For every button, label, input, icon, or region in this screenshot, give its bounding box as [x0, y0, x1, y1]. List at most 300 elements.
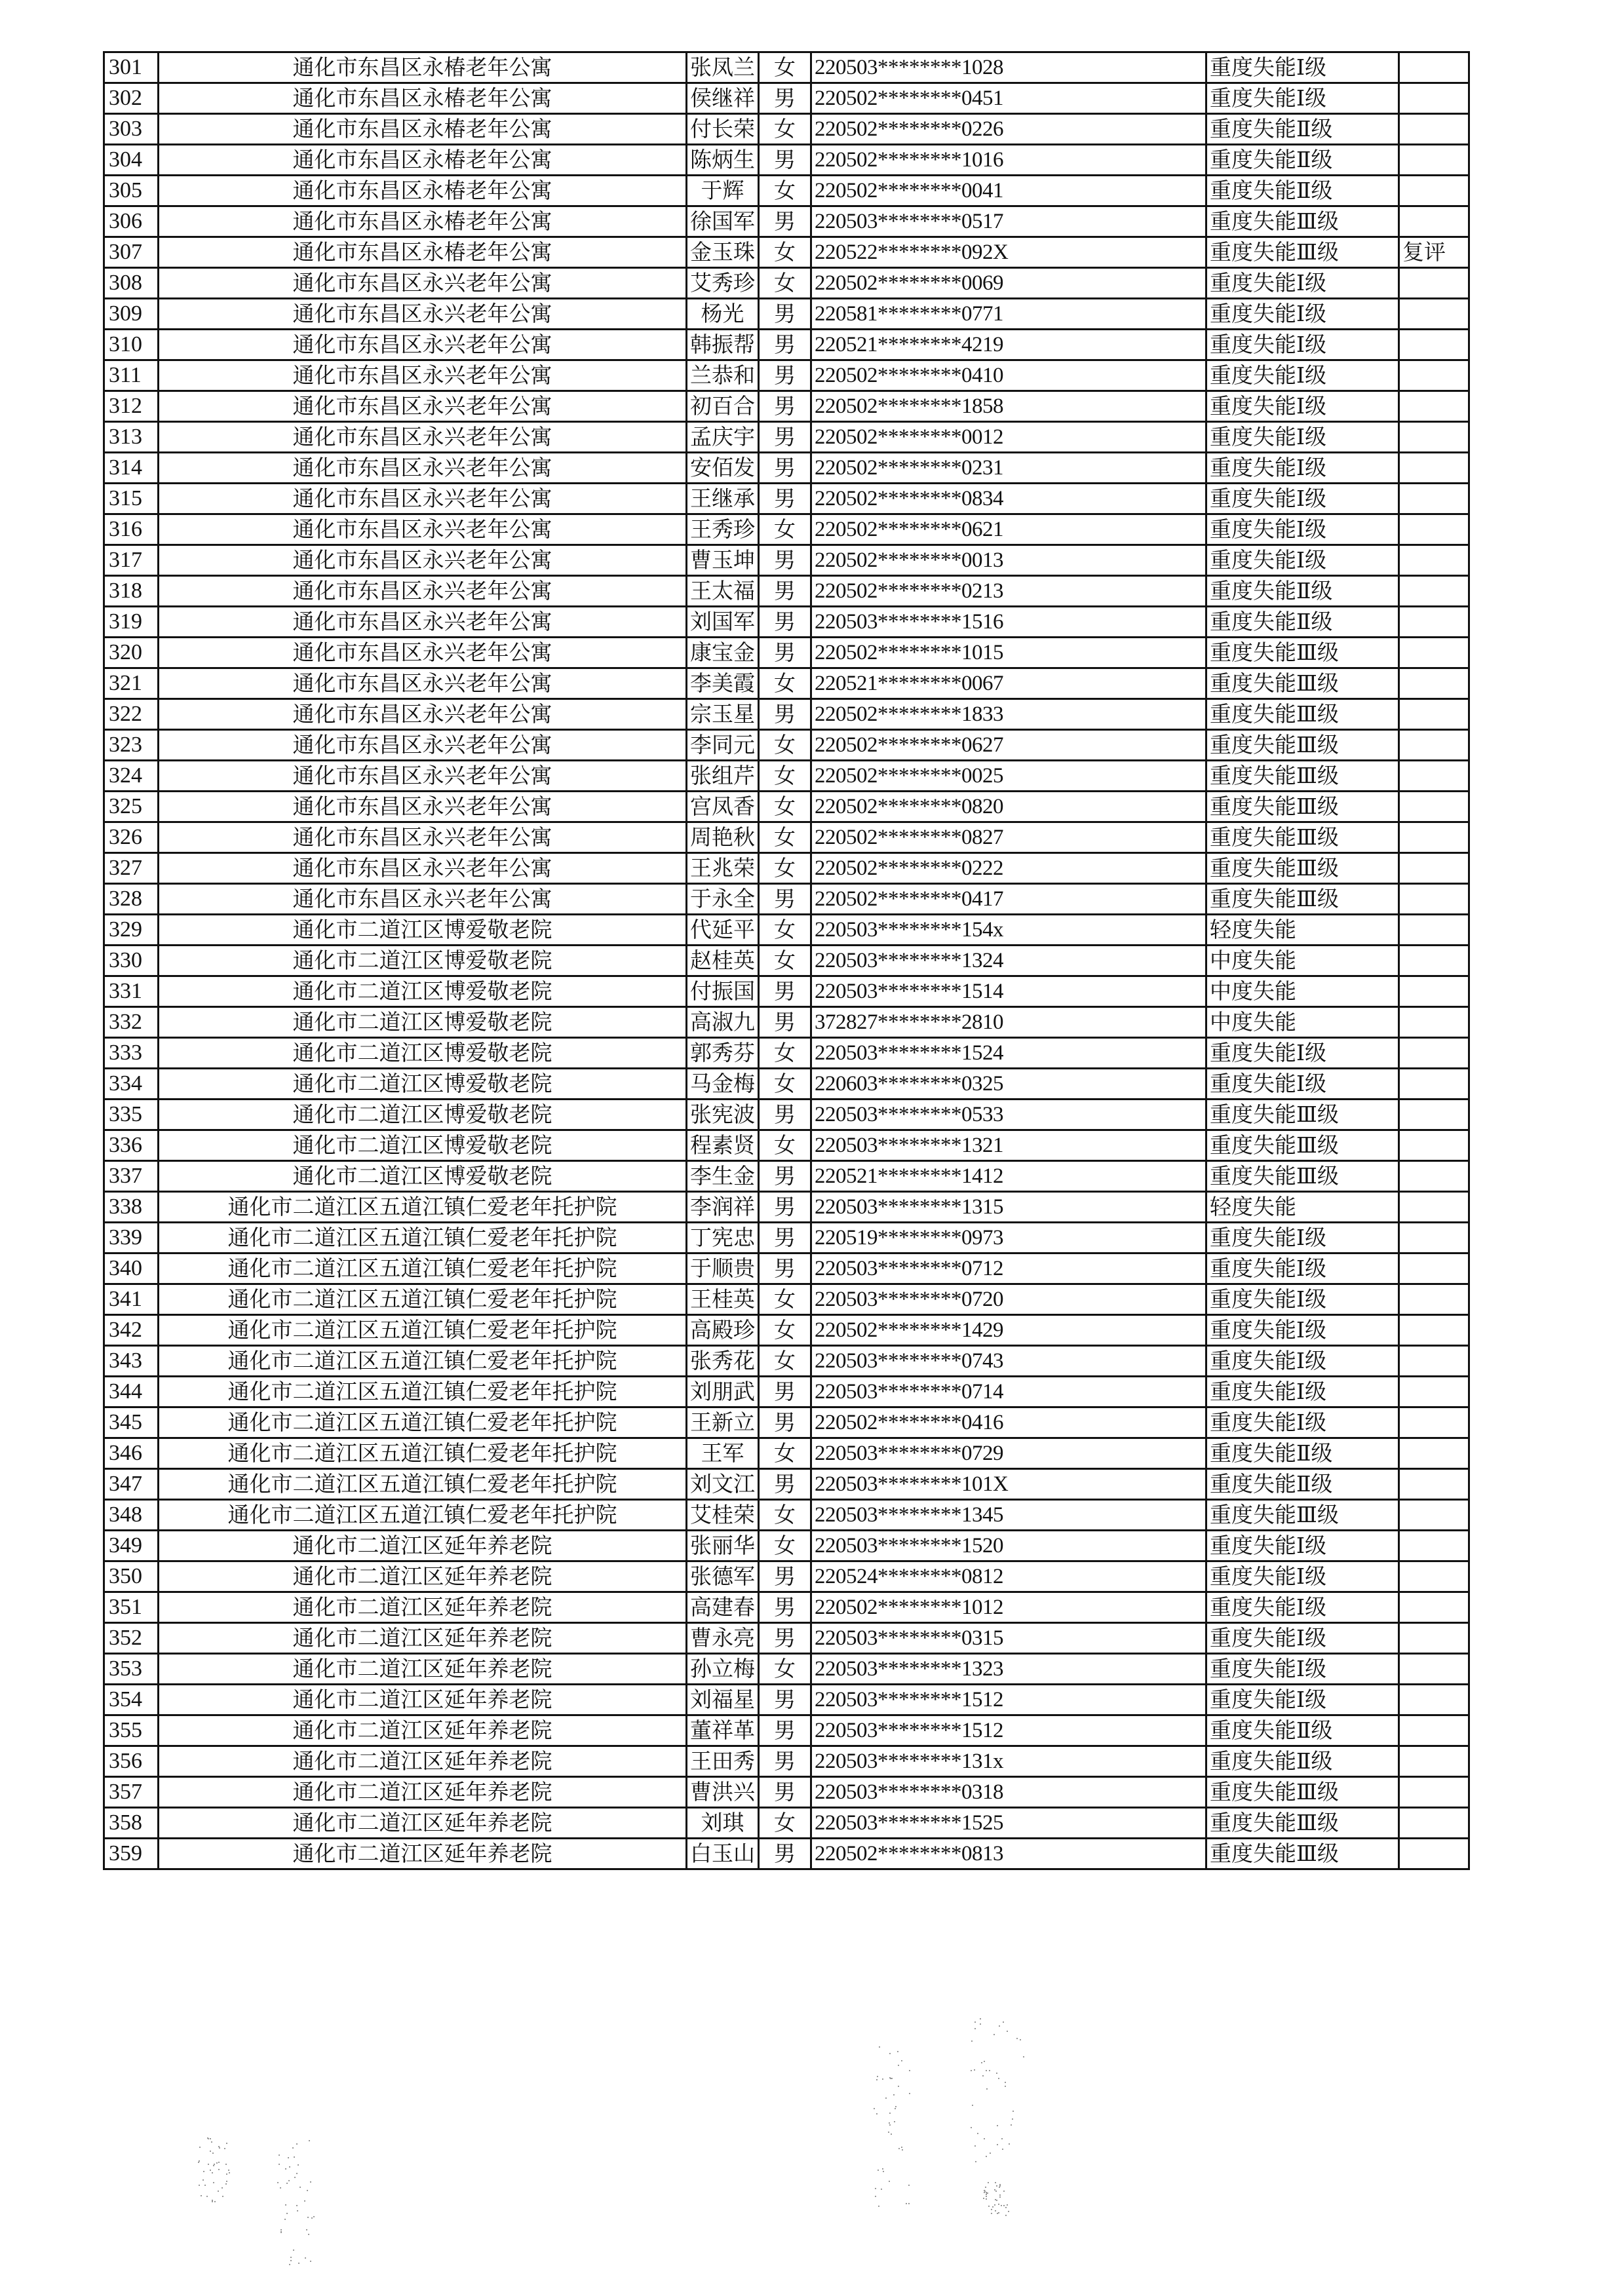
institution-name-cell: 通化市东昌区永兴老年公寓 — [159, 268, 687, 299]
scan-speck — [889, 2181, 890, 2182]
disability-level-cell: 重度失能Ⅰ级 — [1206, 1685, 1399, 1715]
scan-speck — [878, 2170, 879, 2171]
scan-speck — [878, 2206, 879, 2207]
remark-cell — [1399, 1777, 1469, 1808]
table-row — [104, 761, 1469, 792]
row-number-cell: 308 — [104, 268, 159, 299]
person-name-cell: 王新立 — [687, 1407, 759, 1438]
person-name-cell: 王继承 — [687, 484, 759, 514]
row-number-cell: 354 — [104, 1685, 159, 1715]
gender-cell: 女 — [759, 1130, 811, 1161]
remark-cell — [1399, 453, 1469, 484]
scan-speck — [994, 2204, 995, 2206]
remark-cell — [1399, 1315, 1469, 1346]
scan-speck — [212, 2201, 213, 2202]
scan-speck — [1005, 2086, 1006, 2087]
person-name-cell: 杨光 — [687, 299, 759, 330]
scan-speck — [222, 2196, 223, 2197]
institution-name-cell: 通化市二道江区延年养老院 — [159, 1715, 687, 1746]
gender-cell: 男 — [759, 453, 811, 484]
scan-speck — [1005, 2215, 1007, 2216]
disability-level-cell: 重度失能Ⅲ级 — [1206, 730, 1399, 761]
scan-speck — [204, 2185, 206, 2186]
table-row — [104, 946, 1469, 976]
gender-cell: 男 — [759, 1161, 811, 1192]
disability-level-cell: 重度失能Ⅲ级 — [1206, 1500, 1399, 1531]
row-number-cell: 321 — [104, 668, 159, 699]
disability-level-cell: 重度失能Ⅰ级 — [1206, 1253, 1399, 1284]
table-body — [104, 52, 1469, 1869]
scan-speck — [908, 2203, 910, 2204]
scan-speck — [298, 2263, 299, 2264]
disability-level-cell: 重度失能Ⅱ级 — [1206, 576, 1399, 607]
person-name-cell: 宫凤香 — [687, 792, 759, 822]
remark-cell — [1399, 1438, 1469, 1469]
table-row — [104, 1007, 1469, 1038]
id-number-cell: 220502********0627 — [811, 730, 1206, 761]
institution-name-cell: 通化市东昌区永椿老年公寓 — [159, 83, 687, 114]
person-name-cell: 曹洪兴 — [687, 1777, 759, 1808]
disability-level-cell: 重度失能Ⅰ级 — [1206, 299, 1399, 330]
id-number-cell: 220503********1315 — [811, 1192, 1206, 1223]
scan-speck — [888, 2132, 889, 2133]
gender-cell: 女 — [759, 114, 811, 145]
remark-cell — [1399, 1592, 1469, 1623]
scan-speck — [996, 2073, 997, 2074]
scan-speck — [210, 2138, 211, 2139]
gender-cell: 男 — [759, 1100, 811, 1130]
gender-cell: 女 — [759, 730, 811, 761]
institution-name-cell: 通化市东昌区永兴老年公寓 — [159, 422, 687, 453]
institution-name-cell: 通化市东昌区永椿老年公寓 — [159, 176, 687, 206]
scan-speck — [995, 2191, 997, 2192]
row-number-cell: 353 — [104, 1654, 159, 1685]
scan-speck — [288, 2180, 290, 2181]
institution-name-cell: 通化市东昌区永兴老年公寓 — [159, 514, 687, 545]
id-number-cell: 220502********0417 — [811, 884, 1206, 915]
table-row — [104, 422, 1469, 453]
id-number-cell: 220503********1324 — [811, 946, 1206, 976]
remark-cell — [1399, 545, 1469, 576]
gender-cell: 女 — [759, 946, 811, 976]
table-row — [104, 1100, 1469, 1130]
scan-speck — [995, 2182, 996, 2183]
scan-speck — [984, 2192, 985, 2193]
gender-cell: 女 — [759, 822, 811, 853]
id-number-cell: 220503********101X — [811, 1469, 1206, 1500]
disability-level-cell: 重度失能Ⅲ级 — [1206, 761, 1399, 792]
person-name-cell: 王太福 — [687, 576, 759, 607]
row-number-cell: 341 — [104, 1284, 159, 1315]
remark-cell — [1399, 360, 1469, 391]
remark-cell — [1399, 976, 1469, 1007]
scan-speck — [1016, 2038, 1018, 2039]
gender-cell: 女 — [759, 1654, 811, 1685]
remark-cell — [1399, 1407, 1469, 1438]
person-name-cell: 刘福星 — [687, 1685, 759, 1715]
table-row — [104, 668, 1469, 699]
table-row — [104, 391, 1469, 422]
scan-speck — [898, 2086, 899, 2087]
person-name-cell: 兰恭和 — [687, 360, 759, 391]
person-name-cell: 付长荣 — [687, 114, 759, 145]
remark-cell — [1399, 946, 1469, 976]
gender-cell: 女 — [759, 668, 811, 699]
scan-speck — [313, 2216, 315, 2217]
disability-level-cell: 重度失能Ⅲ级 — [1206, 237, 1399, 268]
table-row — [104, 1377, 1469, 1407]
institution-name-cell: 通化市二道江区五道江镇仁爱老年托护院 — [159, 1377, 687, 1407]
institution-name-cell: 通化市东昌区永兴老年公寓 — [159, 699, 687, 730]
id-number-cell: 220503********0729 — [811, 1438, 1206, 1469]
institution-name-cell: 通化市东昌区永兴老年公寓 — [159, 761, 687, 792]
person-name-cell: 丁宪忠 — [687, 1223, 759, 1253]
id-number-cell: 220522********092X — [811, 237, 1206, 268]
table-row — [104, 1777, 1469, 1808]
table-row — [104, 114, 1469, 145]
person-name-cell: 孙立梅 — [687, 1654, 759, 1685]
remark-cell — [1399, 1469, 1469, 1500]
gender-cell: 男 — [759, 1253, 811, 1284]
person-name-cell: 曹玉坤 — [687, 545, 759, 576]
id-number-cell: 220521********1412 — [811, 1161, 1206, 1192]
id-number-cell: 220503********1520 — [811, 1531, 1206, 1561]
person-name-cell: 付振国 — [687, 976, 759, 1007]
remark-cell — [1399, 915, 1469, 946]
scan-speck — [1003, 2191, 1005, 2192]
scan-speck — [224, 2148, 225, 2149]
table-row — [104, 514, 1469, 545]
gender-cell: 女 — [759, 1500, 811, 1531]
gender-cell: 男 — [759, 206, 811, 237]
scan-speck — [199, 2185, 200, 2186]
institution-name-cell: 通化市二道江区五道江镇仁爱老年托护院 — [159, 1192, 687, 1223]
institution-name-cell: 通化市东昌区永椿老年公寓 — [159, 145, 687, 176]
person-name-cell: 李美霞 — [687, 668, 759, 699]
gender-cell: 女 — [759, 268, 811, 299]
remark-cell — [1399, 1007, 1469, 1038]
scan-speck — [995, 2210, 996, 2211]
institution-name-cell: 通化市二道江区博爱敬老院 — [159, 915, 687, 946]
gender-cell: 男 — [759, 976, 811, 1007]
institution-name-cell: 通化市东昌区永兴老年公寓 — [159, 576, 687, 607]
row-number-cell: 309 — [104, 299, 159, 330]
scan-speck — [1007, 2204, 1008, 2206]
row-number-cell: 302 — [104, 83, 159, 114]
table-row — [104, 83, 1469, 114]
scan-speck — [986, 2156, 987, 2157]
institution-name-cell: 通化市二道江区延年养老院 — [159, 1654, 687, 1685]
row-number-cell: 356 — [104, 1746, 159, 1777]
scan-speck — [218, 2162, 220, 2163]
scan-speck — [311, 2217, 313, 2219]
gender-cell: 男 — [759, 638, 811, 668]
gender-cell: 女 — [759, 761, 811, 792]
institution-name-cell: 通化市东昌区永兴老年公寓 — [159, 453, 687, 484]
remark-cell — [1399, 422, 1469, 453]
gender-cell: 男 — [759, 1007, 811, 1038]
scan-speck — [875, 2196, 876, 2197]
remark-cell — [1399, 1038, 1469, 1069]
id-number-cell: 220502********0621 — [811, 514, 1206, 545]
scan-speck — [1007, 2031, 1008, 2032]
disability-level-cell: 重度失能Ⅰ级 — [1206, 1315, 1399, 1346]
remark-cell — [1399, 607, 1469, 638]
person-name-cell: 王秀珍 — [687, 514, 759, 545]
scan-speck — [286, 2213, 288, 2214]
gender-cell: 男 — [759, 884, 811, 915]
scan-speck — [893, 2094, 895, 2095]
person-name-cell: 王田秀 — [687, 1746, 759, 1777]
scan-speck — [876, 2113, 878, 2114]
gender-cell: 男 — [759, 330, 811, 360]
scan-speck — [984, 2191, 986, 2192]
table-row — [104, 330, 1469, 360]
table-row — [104, 360, 1469, 391]
disability-level-cell: 重度失能Ⅰ级 — [1206, 1654, 1399, 1685]
scan-speck — [289, 2166, 290, 2168]
id-number-cell: 220519********0973 — [811, 1223, 1206, 1253]
table-row — [104, 1715, 1469, 1746]
scan-speck — [308, 2234, 309, 2235]
institution-name-cell: 通化市二道江区五道江镇仁爱老年托护院 — [159, 1223, 687, 1253]
id-number-cell: 220502********0012 — [811, 422, 1206, 453]
institution-name-cell: 通化市二道江区博爱敬老院 — [159, 1007, 687, 1038]
disability-level-cell: 中度失能 — [1206, 976, 1399, 1007]
gender-cell: 男 — [759, 1592, 811, 1623]
remark-cell — [1399, 391, 1469, 422]
row-number-cell: 340 — [104, 1253, 159, 1284]
scan-speck — [883, 2171, 884, 2172]
person-name-cell: 侯继祥 — [687, 83, 759, 114]
gender-cell: 男 — [759, 1839, 811, 1869]
institution-name-cell: 通化市东昌区永兴老年公寓 — [159, 484, 687, 514]
person-name-cell: 高建春 — [687, 1592, 759, 1623]
person-name-cell: 李同元 — [687, 730, 759, 761]
institution-name-cell: 通化市二道江区延年养老院 — [159, 1623, 687, 1654]
scan-speck — [901, 2060, 902, 2061]
gender-cell: 男 — [759, 360, 811, 391]
scan-speck — [289, 2264, 290, 2265]
scan-speck — [894, 2121, 895, 2122]
person-name-cell: 刘琪 — [687, 1808, 759, 1839]
person-name-cell: 艾桂荣 — [687, 1500, 759, 1531]
remark-cell — [1399, 52, 1469, 83]
table-row — [104, 1469, 1469, 1500]
table-row — [104, 545, 1469, 576]
scan-speck — [989, 2070, 990, 2071]
id-number-cell: 220502********1429 — [811, 1315, 1206, 1346]
scan-speck — [897, 2051, 898, 2052]
scan-speck — [995, 2199, 996, 2200]
institution-name-cell: 通化市东昌区永椿老年公寓 — [159, 206, 687, 237]
institution-name-cell: 通化市二道江区延年养老院 — [159, 1746, 687, 1777]
scan-speck — [909, 2070, 910, 2071]
gender-cell: 男 — [759, 83, 811, 114]
table-row — [104, 1253, 1469, 1284]
remark-cell — [1399, 1839, 1469, 1869]
id-number-cell: 220603********0325 — [811, 1069, 1206, 1100]
table-row — [104, 853, 1469, 884]
scan-speck — [982, 2075, 984, 2076]
disability-level-cell: 轻度失能 — [1206, 1192, 1399, 1223]
scan-speck — [206, 2196, 208, 2197]
institution-name-cell: 通化市二道江区延年养老院 — [159, 1777, 687, 1808]
gender-cell: 男 — [759, 1223, 811, 1253]
scan-speck — [990, 2152, 991, 2154]
scan-speck — [292, 2147, 294, 2149]
row-number-cell: 324 — [104, 761, 159, 792]
gender-cell: 男 — [759, 607, 811, 638]
institution-name-cell: 通化市二道江区博爱敬老院 — [159, 1100, 687, 1130]
remark-cell — [1399, 1561, 1469, 1592]
scan-speck — [991, 2213, 992, 2214]
remark-cell — [1399, 1377, 1469, 1407]
institution-name-cell: 通化市东昌区永椿老年公寓 — [159, 114, 687, 145]
person-name-cell: 韩振帮 — [687, 330, 759, 360]
scan-speck — [280, 2229, 282, 2230]
scan-speck — [988, 2182, 989, 2183]
gender-cell: 男 — [759, 1746, 811, 1777]
gender-cell: 女 — [759, 1531, 811, 1561]
disability-level-cell: 重度失能Ⅰ级 — [1206, 1284, 1399, 1315]
disability-level-cell: 重度失能Ⅰ级 — [1206, 1038, 1399, 1069]
row-number-cell: 348 — [104, 1500, 159, 1531]
id-number-cell: 220502********0226 — [811, 114, 1206, 145]
disability-level-cell: 重度失能Ⅰ级 — [1206, 484, 1399, 514]
remark-cell — [1399, 730, 1469, 761]
scan-speck — [290, 2260, 292, 2261]
scan-speck — [974, 2145, 976, 2147]
gender-cell: 男 — [759, 422, 811, 453]
institution-name-cell: 通化市二道江区五道江镇仁爱老年托护院 — [159, 1346, 687, 1377]
scan-speck — [984, 2138, 985, 2139]
remark-cell — [1399, 514, 1469, 545]
table-row — [104, 1315, 1469, 1346]
table-row — [104, 176, 1469, 206]
id-number-cell: 220502********0041 — [811, 176, 1206, 206]
scan-speck — [1002, 2149, 1003, 2150]
disability-level-cell: 重度失能Ⅰ级 — [1206, 1069, 1399, 1100]
scan-speck — [876, 2079, 878, 2080]
gender-cell: 男 — [759, 1623, 811, 1654]
scan-speck — [980, 2018, 981, 2019]
scan-speck — [881, 2189, 882, 2190]
gender-cell: 男 — [759, 1469, 811, 1500]
scan-speck — [285, 2168, 286, 2170]
scan-speck — [1005, 2207, 1007, 2208]
table-row — [104, 1069, 1469, 1100]
id-number-cell: 220503********0720 — [811, 1284, 1206, 1315]
row-number-cell: 343 — [104, 1346, 159, 1377]
scan-speck — [304, 2200, 305, 2202]
person-name-cell: 曹永亮 — [687, 1623, 759, 1654]
institution-name-cell: 通化市二道江区五道江镇仁爱老年托护院 — [159, 1315, 687, 1346]
gender-cell: 男 — [759, 391, 811, 422]
remark-cell — [1399, 1284, 1469, 1315]
institution-name-cell: 通化市二道江区延年养老院 — [159, 1531, 687, 1561]
id-number-cell: 220503********1516 — [811, 607, 1206, 638]
scan-speck — [198, 2162, 199, 2163]
row-number-cell: 323 — [104, 730, 159, 761]
disability-level-cell: 重度失能Ⅰ级 — [1206, 391, 1399, 422]
scan-speck — [1023, 2056, 1024, 2057]
id-number-cell: 220503********0517 — [811, 206, 1206, 237]
row-number-cell: 333 — [104, 1038, 159, 1069]
scan-speck — [201, 2195, 202, 2196]
row-number-cell: 312 — [104, 391, 159, 422]
scan-speck — [277, 2182, 279, 2183]
institution-name-cell: 通化市东昌区永兴老年公寓 — [159, 668, 687, 699]
remark-cell — [1399, 1715, 1469, 1746]
disability-level-cell: 重度失能Ⅰ级 — [1206, 1377, 1399, 1407]
row-number-cell: 319 — [104, 607, 159, 638]
person-name-cell: 高殿珍 — [687, 1315, 759, 1346]
scan-speck — [285, 2204, 286, 2206]
disability-level-cell: 中度失能 — [1206, 946, 1399, 976]
row-number-cell: 314 — [104, 453, 159, 484]
scan-speck — [874, 2108, 875, 2109]
table-row — [104, 1746, 1469, 1777]
scan-speck — [1001, 2138, 1003, 2139]
gender-cell: 女 — [759, 176, 811, 206]
scan-speck — [901, 2147, 902, 2148]
scan-speck — [977, 2133, 978, 2134]
id-number-cell: 220502********0069 — [811, 268, 1206, 299]
disability-level-cell: 重度失能Ⅲ级 — [1206, 1161, 1399, 1192]
scan-speck — [1012, 2118, 1013, 2120]
row-number-cell: 311 — [104, 360, 159, 391]
scan-speck — [988, 2206, 990, 2207]
scan-speck — [971, 2040, 973, 2042]
institution-name-cell: 通化市东昌区永兴老年公寓 — [159, 299, 687, 330]
id-number-cell: 220502********1858 — [811, 391, 1206, 422]
table-row — [104, 1192, 1469, 1223]
table-row — [104, 699, 1469, 730]
scan-speck — [879, 2046, 880, 2048]
id-number-cell: 220502********0827 — [811, 822, 1206, 853]
scan-speck — [992, 2206, 993, 2208]
table-row — [104, 822, 1469, 853]
scan-speck — [985, 2187, 986, 2188]
scan-speck — [986, 2196, 987, 2197]
table-row — [104, 1685, 1469, 1715]
disability-level-cell: 重度失能Ⅱ级 — [1206, 114, 1399, 145]
institution-name-cell: 通化市二道江区五道江镇仁爱老年托护院 — [159, 1284, 687, 1315]
remark-cell — [1399, 668, 1469, 699]
id-number-cell: 220503********1525 — [811, 1808, 1206, 1839]
scan-speck — [299, 2187, 301, 2188]
row-number-cell: 334 — [104, 1069, 159, 1100]
institution-name-cell: 通化市二道江区博爱敬老院 — [159, 1038, 687, 1069]
person-name-cell: 张凤兰 — [687, 52, 759, 83]
id-number-cell: 220503********1514 — [811, 976, 1206, 1007]
remark-cell — [1399, 1130, 1469, 1161]
scan-speck — [294, 2177, 296, 2178]
disability-level-cell: 重度失能Ⅱ级 — [1206, 1469, 1399, 1500]
scan-speck — [306, 2229, 307, 2230]
disability-level-cell: 重度失能Ⅰ级 — [1206, 1407, 1399, 1438]
scan-speck — [996, 2185, 997, 2187]
scan-speck — [1001, 2205, 1002, 2206]
id-number-cell: 220503********0318 — [811, 1777, 1206, 1808]
remark-cell — [1399, 699, 1469, 730]
gender-cell: 女 — [759, 514, 811, 545]
person-name-cell: 刘国军 — [687, 607, 759, 638]
person-name-cell: 周艳秋 — [687, 822, 759, 853]
disability-level-cell: 重度失能Ⅰ级 — [1206, 360, 1399, 391]
disability-level-cell: 重度失能Ⅲ级 — [1206, 1100, 1399, 1130]
